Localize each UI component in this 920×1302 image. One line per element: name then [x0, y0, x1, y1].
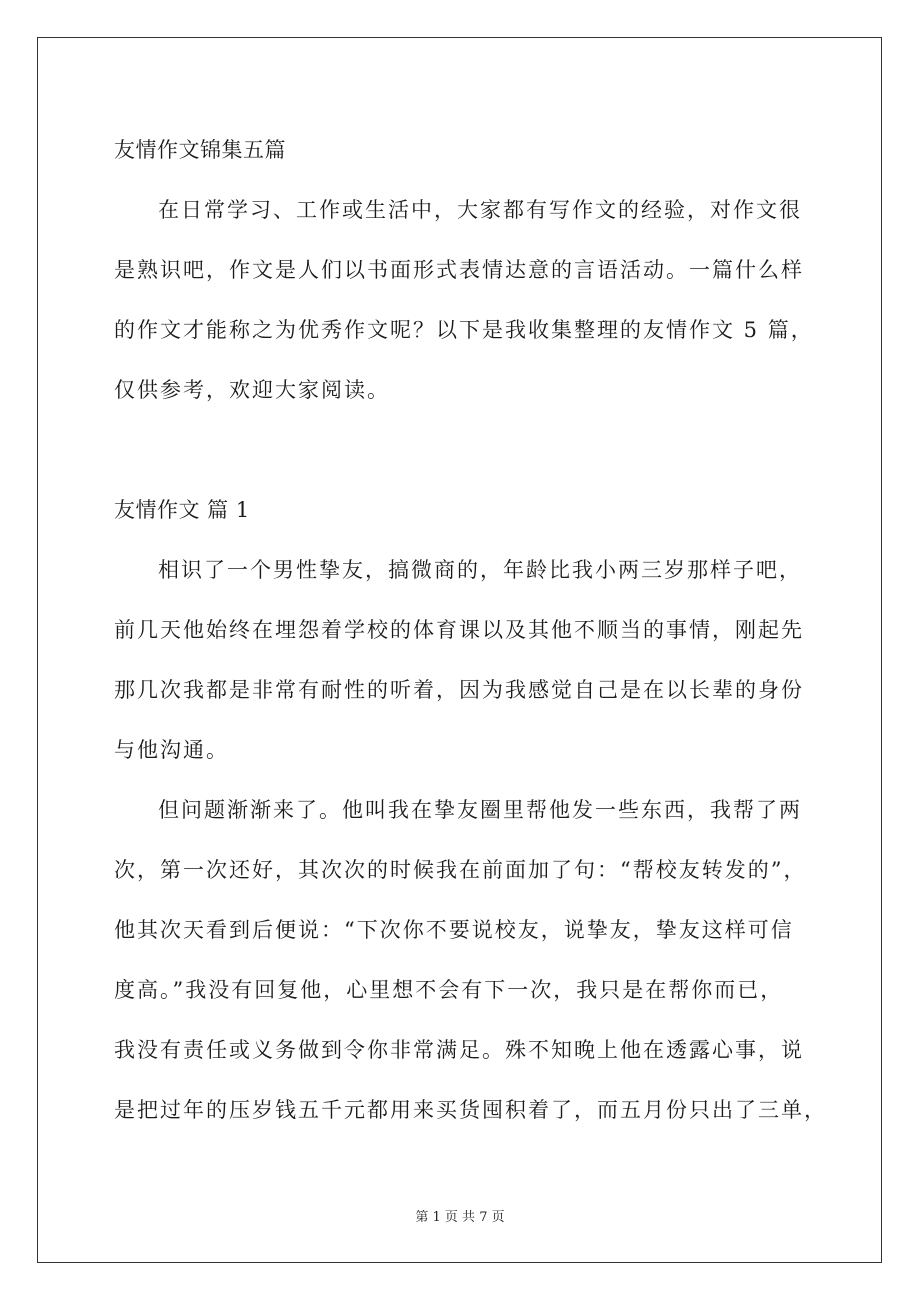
- text-line: 度高。”我没有回复他，心里想不会有下一次，我只是在帮你而已，: [114, 978, 784, 1002]
- document-body: [114, 120, 827, 1140]
- text-line: 是把过年的压岁钱五千元都用来买货囤积着了，而五月份只出了三单，: [114, 1098, 827, 1122]
- text-line: 前几天他始终在埋怨着学校的体育课以及其他不顺当的事情，刚起先: [114, 618, 804, 642]
- text-line: 但问题渐渐来了。他叫我在挚友圈里帮他发一些东西，我帮了两: [158, 798, 802, 822]
- text-line: 我没有责任或义务做到令你非常满足。殊不知晚上他在透露心事，说: [114, 1038, 804, 1062]
- text-line: 他其次天看到后便说：“下次你不要说校友，说挚友，挚友这样可信: [114, 918, 794, 942]
- text-line: 那几次我都是非常有耐性的听着，因为我感觉自己是在以长辈的身份: [114, 678, 804, 702]
- text-line: 的作文才能称之为优秀作文呢？以下是我收集整理的友情作文 5 篇，: [114, 318, 814, 342]
- document-title: 友情作文锦集五篇: [114, 138, 286, 162]
- section-heading: 友情作文 篇 1: [114, 498, 250, 522]
- section-paragraph: [114, 540, 814, 780]
- text-line: 次，第一次还好，其次次的时候我在前面加了句：“帮校友转发的”，: [114, 858, 807, 882]
- text-line: 相识了一个男性挚友，搞微商的，年龄比我小两三岁那样子吧，: [158, 558, 802, 582]
- section-gap: [114, 420, 814, 480]
- text-line: 在日常学习、工作或生活中，大家都有写作文的经验，对作文很: [158, 198, 802, 222]
- section-paragraph: [114, 780, 827, 1140]
- text-line: 是熟识吧，作文是人们以书面形式表情达意的言语活动。一篇什么样: [114, 258, 804, 282]
- text-line: 与他沟通。: [114, 738, 229, 762]
- text-line: 仅供参考，欢迎大家阅读。: [114, 378, 390, 402]
- intro-paragraph: [114, 180, 814, 420]
- page-footer: 第 1 页 共 7 页: [415, 1210, 505, 1225]
